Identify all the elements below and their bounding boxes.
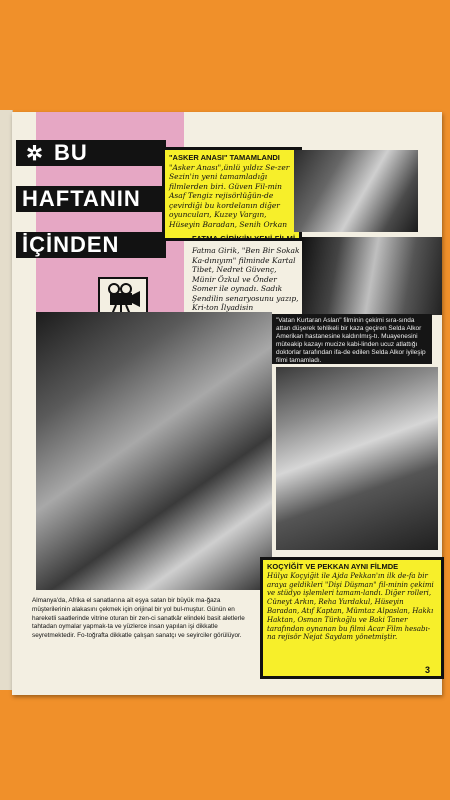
kocyigit-pekkan-box xyxy=(260,557,444,679)
header-line-3 xyxy=(16,232,166,258)
page-number: 3 xyxy=(424,665,430,675)
header-text-1: BU xyxy=(54,140,88,165)
kocyigit-pekkan-text: Hülya Koçyiğit ile Ajda Pekkan'ın ilk de-fa bir araya geldikleri "Dişi Düşman" fil-minin çekimi ve stüdyo işlemleri tamam-landı. Diğer rolleri, Cüneyt Arkın, Reha Yurdakul, Hüseyin Baradan, Atıf Kaptan, Mümtaz Alpaslan, Hakkı Haktan, Osman Türkoğlu ve Baki Taner tarafından oynanan bu filmi Acar Film hesabı-na rejisör Nejat Saydam yönetmiştir. xyxy=(267,571,434,642)
header-text-3: İÇİNDEN xyxy=(22,232,120,257)
sezer-sezin-photo xyxy=(294,150,418,232)
main-photo-caption: Almanya'da, Afrika el sanatlarına ait eşya satan bir büyük ma-ğaza müşterilerinin alakasını çekmek için orijinal bir yol bul-muştur. Günün en hareketli saatlerinde vitrine oturan bir zen-ci sanatkâr elindeki basit aletlerle tahtadan oymalar yapmak-ta ve yüzlerce insan yapılan işi dikkatle seyretmektedir. Fo-toğrafta dikkatle çalışan sanatçı ve seyirciler görülüyor. xyxy=(32,597,245,640)
asker-anasi-box xyxy=(162,147,302,241)
fatma-girik-text: Fatma Girik, "Ben Bir Sokak Ka-dınıyım" filminde Kartal Tibet, Nedret Güvenç, Münir Özkul ve Önder Somer ile oynadı. Sadık Şendilin senaryosunu yazıp, Kri-ton İlyadisin xyxy=(192,246,300,312)
asker-anasi-title: "ASKER ANASI" TAMAMLANDI xyxy=(169,153,280,162)
main-photo-artisan xyxy=(36,312,272,590)
header-line-1 xyxy=(16,140,166,166)
vatan-kurtaran-box: "Vatan Kurtaran Aslan" filminin çekimi sıra-sında attan düşerek tehlikeli bir kaza geçiren Selda Alkor Amerikan hastanesine kaldırılmış-tı. Muayenesini müteakip kazayı mucize kabi-linden ucuz atlattığı doktorlar tarafından ifa-de edilen Selda Alkor iyileşip filmi tamamladı. xyxy=(272,314,432,364)
header-text-2: HAFTANIN xyxy=(22,186,141,211)
fatma-girik-title: FATMA GİRİK'İN YENİ FİLMİ xyxy=(192,234,296,243)
asterisk-icon: ✲ xyxy=(26,143,44,165)
selda-alkor-photo xyxy=(276,367,438,550)
asker-anasi-text: "Asker Anası",ünlü yıldız Se-zer Sezin'in yeni tamamladığı filmlerden biri. Güven Fil-min Asaf Tengiz rejisörlüğün-de çevirdiği bu kordelanın diğer oyuncuları, Kuzey Vargın, Hüseyin Baradan, Senih Orkan xyxy=(169,162,290,229)
header-line-2 xyxy=(16,186,166,212)
kocyigit-pekkan-title: KOÇYİĞİT VE PEKKAN AYNI FİLMDE xyxy=(267,562,399,571)
fatma-girik-photo xyxy=(302,237,442,315)
magazine-page xyxy=(12,112,442,695)
